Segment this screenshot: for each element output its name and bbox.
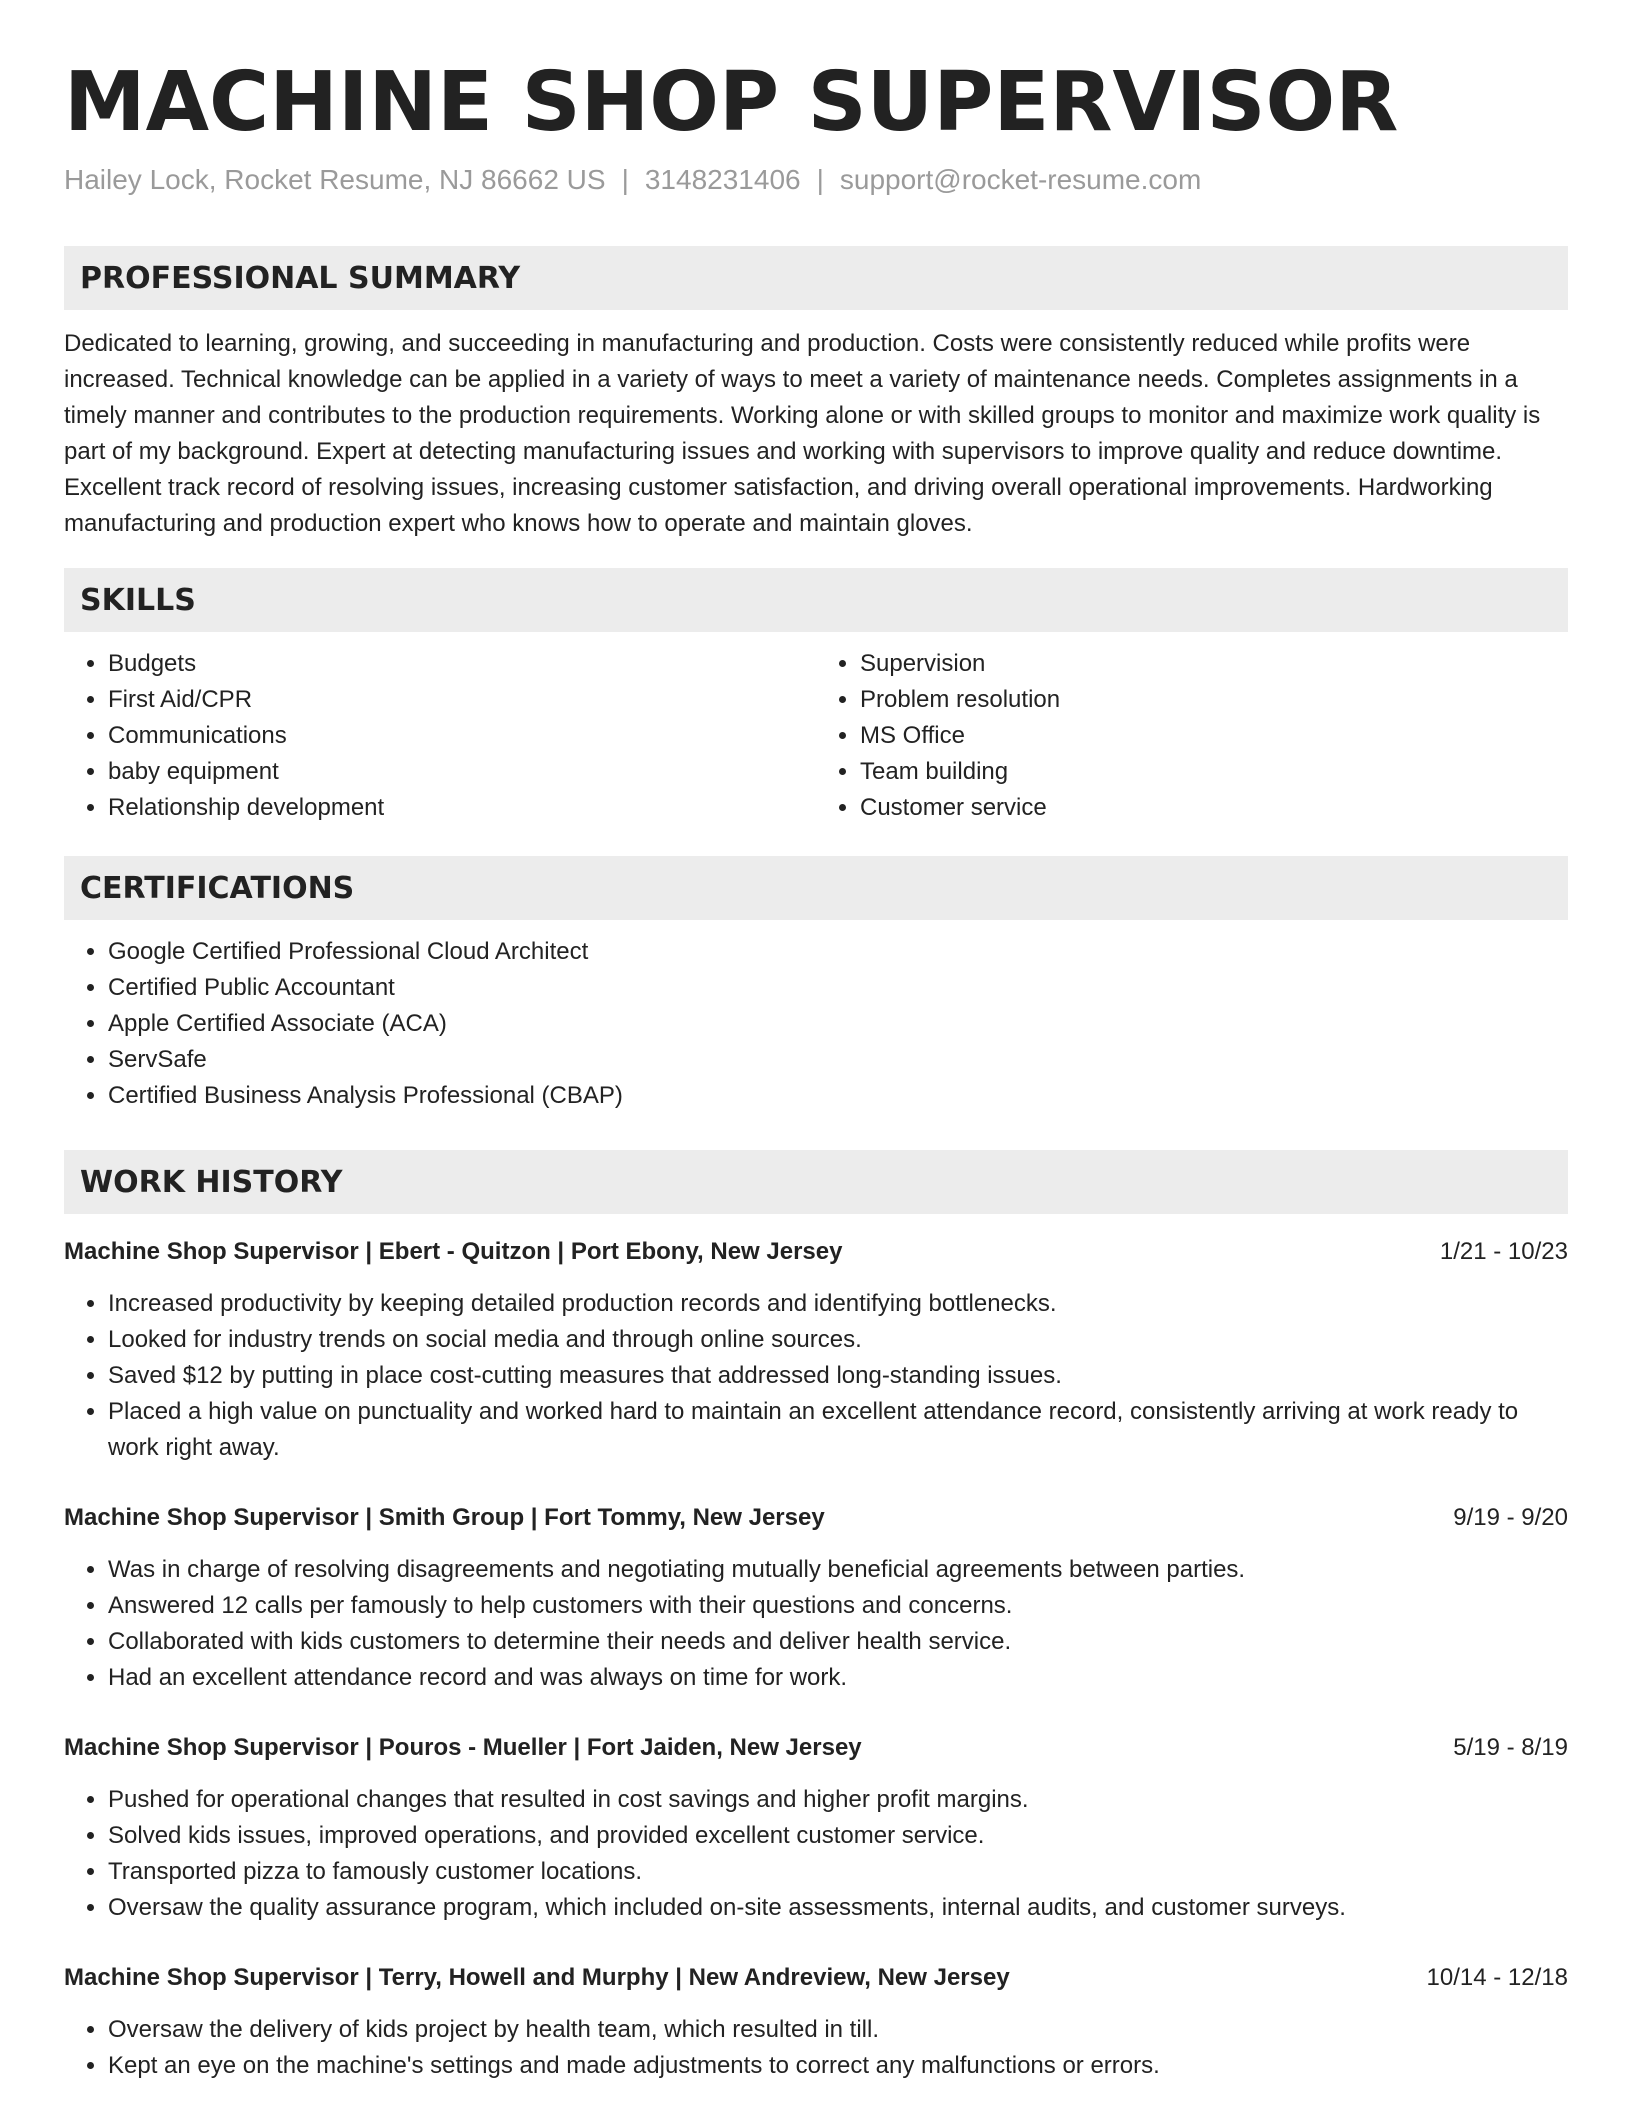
work-section-header <box>64 1150 1568 1214</box>
certification-item: • Certified Public Accountant <box>108 970 1568 1006</box>
skill-item: • Supervision <box>860 646 1568 682</box>
job-bullet: • Placed a high value on punctuality and worked hard to maintain an excellent attendance record, consistently arriving at work ready to work right away. <box>108 1394 1568 1466</box>
skills-grid <box>64 632 1568 826</box>
job-title: Machine Shop Supervisor | Terry, Howell and Murphy | New Andreview, New Jersey <box>64 1964 1010 1992</box>
job-bullets <box>64 1552 1568 1696</box>
skill-item: • First Aid/CPR <box>108 682 816 718</box>
summary-section-header <box>64 246 1568 310</box>
job-bullet: • Transported pizza to famously customer locations. <box>108 1854 1568 1890</box>
job-bullet: • Had an excellent attendance record and was always on time for work. <box>108 1660 1568 1696</box>
job-header <box>64 1960 1568 1996</box>
certification-item: • Google Certified Professional Cloud Architect <box>108 934 1568 970</box>
job-header <box>64 1234 1568 1270</box>
job-bullet: • Pushed for operational changes that resulted in cost savings and higher profit margins. <box>108 1782 1568 1818</box>
summary-heading: PROFESSIONAL SUMMARY <box>80 260 521 296</box>
job-bullet: • Increased productivity by keeping detailed production records and identifying bottlenecks. <box>108 1286 1568 1322</box>
skill-item: • Customer service <box>860 790 1568 826</box>
job-dates: 9/19 - 9/20 <box>1453 1504 1568 1532</box>
work-heading: WORK HISTORY <box>80 1164 343 1200</box>
job-entry <box>64 1234 1568 1466</box>
job-bullet: • Looked for industry trends on social media and through online sources. <box>108 1322 1568 1358</box>
certification-item: • Certified Business Analysis Professional (CBAP) <box>108 1078 1568 1114</box>
job-bullet: • Oversaw the delivery of kids project by health team, which resulted in till. <box>108 2012 1568 2048</box>
job-bullets <box>64 1286 1568 1466</box>
job-title: Machine Shop Supervisor | Ebert - Quitzon | Port Ebony, New Jersey <box>64 1238 843 1266</box>
skill-item: • Communications <box>108 718 816 754</box>
contact-separator: | <box>816 164 824 196</box>
certifications-list <box>64 934 1568 1114</box>
contact-address: Hailey Lock, Rocket Resume, NJ 86662 US <box>64 164 606 196</box>
certification-item: • Apple Certified Associate (ACA) <box>108 1006 1568 1042</box>
job-bullets <box>64 2012 1568 2084</box>
skill-item: • baby equipment <box>108 754 816 790</box>
skills-heading: SKILLS <box>80 582 196 618</box>
summary-text: Dedicated to learning, growing, and succeeding in manufacturing and production. Costs were consistently reduced while profits were increased. Technical knowledge can be applied in a variety of ways to meet a variety of maintenance needs. Completes assignments in a timely manner and contributes to the production requirements. Working alone or with skilled groups to monitor and maximize work quality is part of my background. Expert at detecting manufacturing issues and working with supervisors to improve quality and reduce downtime. Excellent track record of resolving issues, increasing customer satisfaction, and driving overall operational improvements. Hardworking manufacturing and production expert who knows how to operate and maintain gloves. <box>64 330 1541 538</box>
certifications-section-header <box>64 856 1568 920</box>
job-bullet: • Oversaw the quality assurance program, which included on-site assessments, internal audits, and customer surveys. <box>108 1890 1568 1926</box>
contact-phone: 3148231406 <box>644 164 801 196</box>
job-entry <box>64 1500 1568 1696</box>
skills-list-left <box>64 646 816 826</box>
job-title: Machine Shop Supervisor | Smith Group | Fort Tommy, New Jersey <box>64 1504 825 1532</box>
certifications-heading: CERTIFICATIONS <box>80 870 355 906</box>
job-title: Machine Shop Supervisor | Pouros - Mueller | Fort Jaiden, New Jersey <box>64 1734 862 1762</box>
skill-item: • Problem resolution <box>860 682 1568 718</box>
job-dates: 10/14 - 12/18 <box>1426 1964 1568 1992</box>
job-dates: 5/19 - 8/19 <box>1453 1734 1568 1762</box>
job-bullet: • Collaborated with kids customers to determine their needs and deliver health service. <box>108 1624 1568 1660</box>
job-bullet: • Answered 12 calls per famously to help customers with their questions and concerns. <box>108 1588 1568 1624</box>
skills-section-header <box>64 568 1568 632</box>
skills-list-right <box>816 646 1568 826</box>
job-entry <box>64 1960 1568 2084</box>
page-title: MACHINE SHOP SUPERVISOR <box>64 55 1399 150</box>
skill-item: • Budgets <box>108 646 816 682</box>
contact-email: support@rocket-resume.com <box>839 164 1202 196</box>
job-bullets <box>64 1782 1568 1926</box>
job-bullet: • Solved kids issues, improved operations, and provided excellent customer service. <box>108 1818 1568 1854</box>
skill-item: • MS Office <box>860 718 1568 754</box>
job-header <box>64 1500 1568 1536</box>
certification-item: • ServSafe <box>108 1042 1568 1078</box>
job-entry <box>64 1730 1568 1926</box>
skill-item: • Relationship development <box>108 790 816 826</box>
contact-separator: | <box>621 164 629 196</box>
job-bullet: • Kept an eye on the machine's settings and made adjustments to correct any malfunctions or errors. <box>108 2048 1568 2084</box>
job-header <box>64 1730 1568 1766</box>
job-dates: 1/21 - 10/23 <box>1439 1238 1568 1266</box>
contact-line <box>64 164 1568 196</box>
job-bullet: • Was in charge of resolving disagreements and negotiating mutually beneficial agreements between parties. <box>108 1552 1568 1588</box>
skill-item: • Team building <box>860 754 1568 790</box>
job-bullet: • Saved $12 by putting in place cost-cutting measures that addressed long-standing issues. <box>108 1358 1568 1394</box>
